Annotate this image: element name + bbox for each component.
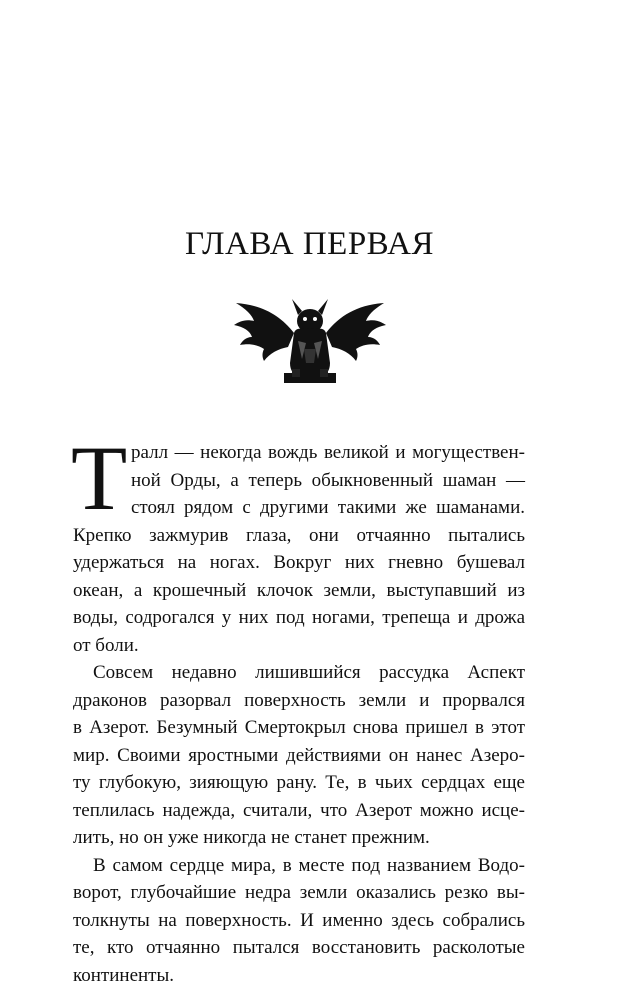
- text-line: теплилась надежда, считали, что Азерот можно исце-: [73, 799, 525, 821]
- text-line: драконов разорвал поверхность земли и прорвался: [73, 689, 525, 711]
- text-line: от боли.: [73, 634, 139, 656]
- text-line: ту глубокую, зияющую рану. Те, в чьих сердцах еще: [73, 772, 525, 793]
- text-line: удержаться на ногах. Вокруг них гневно бушевал: [73, 552, 525, 573]
- text-line: толкнуты на поверхность. И именно здесь собрались: [73, 909, 525, 931]
- drop-cap: Т: [71, 427, 128, 529]
- text-line: мир. Своими яростными действиями он нанес Азеро-: [73, 744, 525, 766]
- text-line: стоял рядом с другими такими же шаманами.: [131, 497, 525, 518]
- chapter-body: [71, 427, 525, 989]
- text-line: лить, но он уже никогда не станет прежним.: [73, 827, 430, 848]
- text-line: ной Орды, а теперь обыкновенный шаман —: [131, 469, 525, 491]
- text-line: те, кто отчаянно пытался восстановить расколотые: [73, 937, 525, 958]
- text-line: океан, а крошечный клочок земли, выступавший из: [73, 579, 525, 601]
- text-line: континенты.: [73, 964, 174, 986]
- text-line: ралл — некогда вождь великой и могуществен-: [131, 442, 525, 463]
- text-line: в Азерот. Безумный Смертокрыл снова пришел в этот: [73, 717, 525, 738]
- chapter-title: ГЛАВА ПЕРВАЯ: [185, 226, 434, 262]
- text-line: Крепко зажмурив глаза, они отчаянно пытались: [73, 524, 525, 546]
- winged-gargoyle-icon: [232, 293, 388, 385]
- text-line: В самом сердце мира, в месте под названием Водо-: [93, 854, 525, 876]
- text-line: ворот, глубочайшие недра земли оказались резко вы-: [73, 882, 525, 903]
- text-line: Совсем недавно лишившийся рассудка Аспект: [93, 662, 525, 683]
- text-line: воды, содрогался у них под ногами, трепеща и дрожа: [73, 607, 525, 628]
